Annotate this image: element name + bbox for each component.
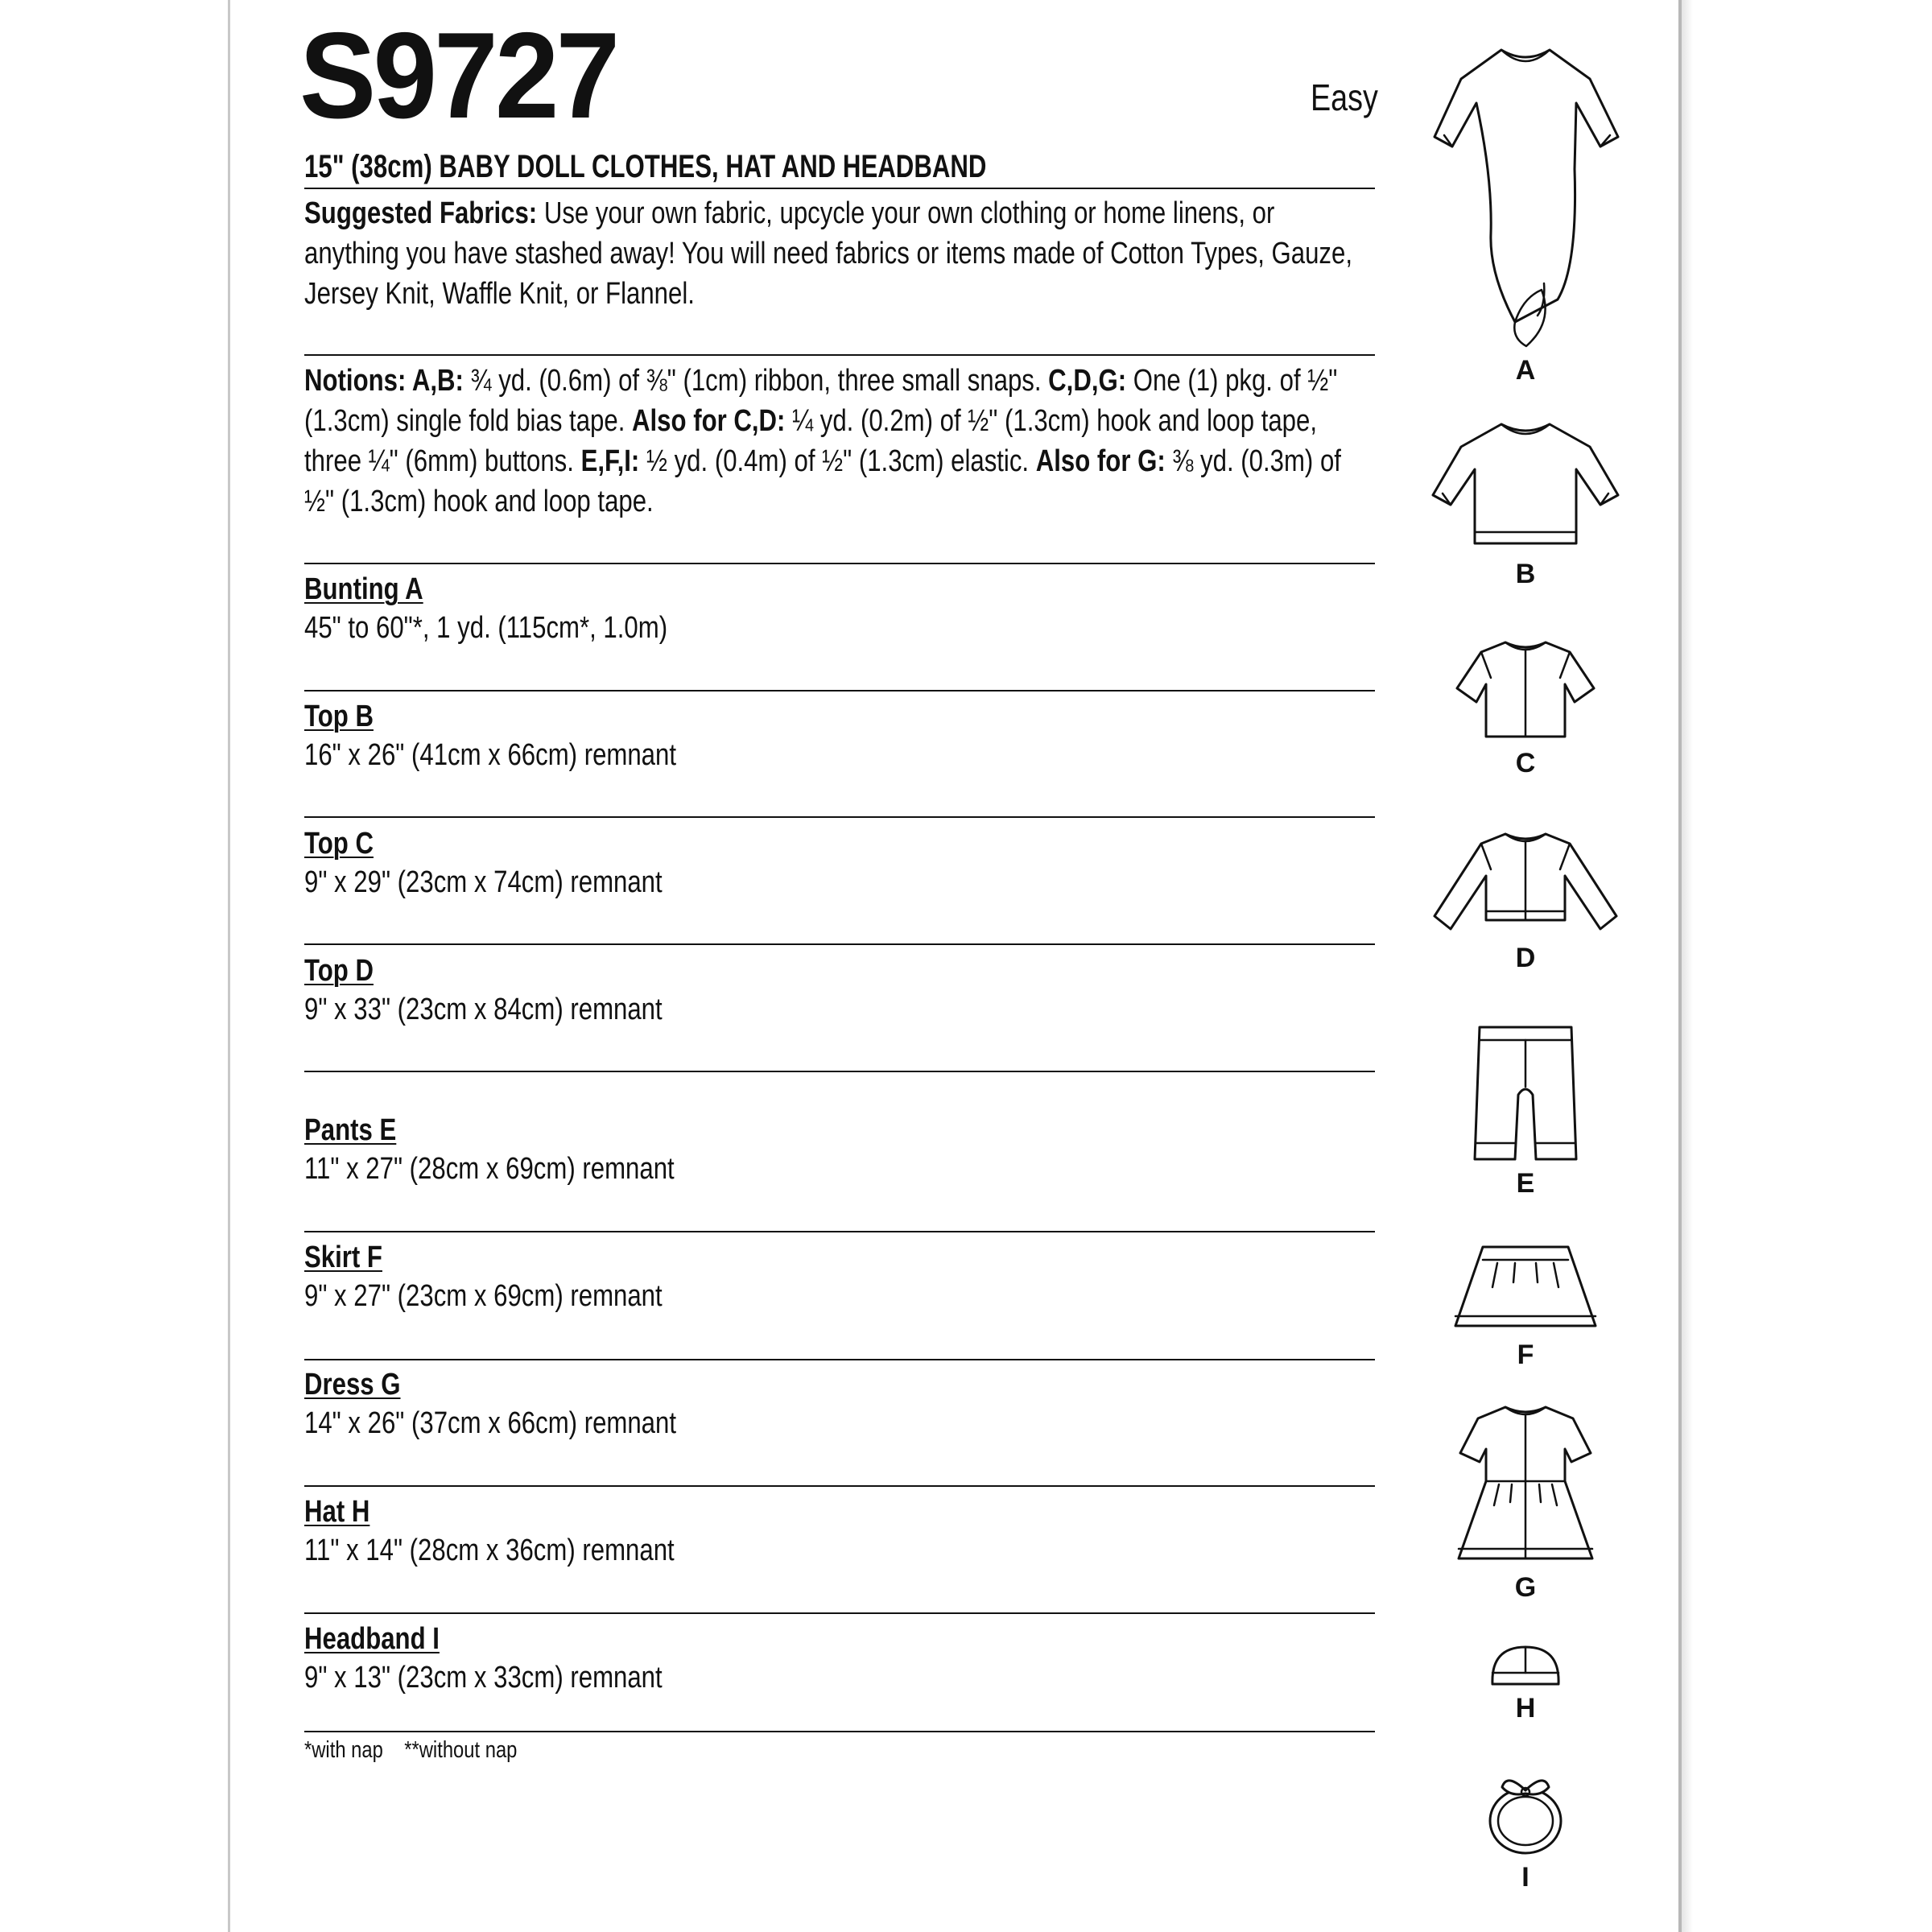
- headband-icon: [1425, 1771, 1626, 1860]
- view-title: Top D: [304, 954, 374, 988]
- dress-icon: [1425, 1401, 1626, 1570]
- hat-icon: [1425, 1642, 1626, 1689]
- sheet-left-edge: [228, 0, 230, 1932]
- yardage-top-c: [304, 824, 1375, 902]
- suggested-fabrics: [304, 193, 1375, 314]
- view-label: I: [1521, 1862, 1530, 1893]
- view-label: B: [1515, 559, 1536, 589]
- view-label: G: [1514, 1572, 1537, 1603]
- view-yardage: 45" to 60"*, 1 yd. (115cm*, 1.0m): [304, 611, 668, 645]
- view-yardage: 9" x 13" (23cm x 33cm) remnant: [304, 1661, 663, 1695]
- yardage-pants-e: [304, 1111, 1375, 1188]
- view-label: D: [1515, 943, 1536, 973]
- divider: [304, 354, 1375, 356]
- notions-text: ¾ yd. (0.6m) of ⅜" (1cm) ribbon, three small snaps.: [463, 364, 1049, 398]
- view-d: [1425, 828, 1626, 980]
- notions-label: C,D,G:: [1048, 364, 1127, 398]
- top-d-icon: [1425, 828, 1626, 940]
- view-b: [1425, 415, 1626, 592]
- yardage-headband-i: [304, 1620, 1375, 1697]
- divider: [304, 1359, 1375, 1360]
- notions-label: Also for G:: [1035, 444, 1166, 478]
- sheet-shadow: [1682, 0, 1693, 1932]
- divider: [304, 816, 1375, 818]
- notions-label: E,F,I:: [580, 444, 640, 478]
- notions-text: ⅜ yd. (0.3m) of ½" (1.3cm) hook and loop tape.: [304, 444, 1341, 518]
- yardage-top-b: [304, 697, 1375, 774]
- fabrics-paragraph: [304, 193, 1375, 314]
- yardage-skirt-f: [304, 1238, 1375, 1315]
- skirt-icon: [1425, 1236, 1626, 1336]
- divider: [304, 563, 1375, 564]
- notions-text: ½ yd. (0.4m) of ½" (1.3cm) elastic.: [639, 444, 1036, 478]
- notions-paragraph: [304, 361, 1375, 522]
- notions-label: Notions: A,B:: [304, 364, 464, 398]
- view-yardage: 9" x 33" (23cm x 84cm) remnant: [304, 993, 663, 1026]
- top-c-icon: [1425, 636, 1626, 741]
- view-title: Top C: [304, 827, 374, 861]
- view-h: [1425, 1642, 1626, 1731]
- divider: [304, 1485, 1375, 1487]
- yardage-top-d: [304, 952, 1375, 1029]
- view-label: C: [1515, 748, 1536, 778]
- yardage-dress-g: [304, 1365, 1375, 1443]
- view-e: [1425, 1022, 1626, 1208]
- view-yardage: 11" x 27" (28cm x 69cm) remnant: [304, 1152, 675, 1186]
- divider: [304, 1731, 1375, 1732]
- notions: [304, 361, 1375, 522]
- title-block: [304, 148, 1375, 185]
- divider: [304, 1231, 1375, 1232]
- notions-label: Also for C,D:: [632, 404, 786, 438]
- divider: [304, 943, 1375, 945]
- footnote: *with nap **without nap: [304, 1737, 518, 1763]
- divider: [304, 690, 1375, 691]
- difficulty-label: Easy: [1311, 76, 1378, 118]
- view-yardage: 16" x 26" (41cm x 66cm) remnant: [304, 738, 677, 772]
- view-label: A: [1515, 355, 1536, 386]
- view-a: [1425, 32, 1626, 394]
- view-label: E: [1516, 1168, 1535, 1199]
- view-yardage: 11" x 14" (28cm x 36cm) remnant: [304, 1534, 675, 1567]
- bunting-icon: [1425, 32, 1626, 354]
- view-yardage: 9" x 27" (23cm x 69cm) remnant: [304, 1279, 663, 1313]
- pants-icon: [1425, 1022, 1626, 1163]
- view-title: Headband I: [304, 1622, 440, 1656]
- pattern-title: 15" (38cm) BABY DOLL CLOTHES, HAT AND HEADBAND: [304, 149, 987, 184]
- fabrics-text: Use your own fabric, upcycle your own clothing or home linens, or anything you have stashed away! You will need fabrics or items made of Cotton Types, Gauze, Jersey Knit, Waffle Knit, or Flannel.: [304, 196, 1352, 311]
- view-title: Hat H: [304, 1495, 370, 1529]
- notions-text: One (1) pkg. of ½" (1.3cm) single fold bias tape.: [304, 364, 1338, 438]
- view-c: [1425, 636, 1626, 781]
- view-label: H: [1515, 1693, 1536, 1724]
- view-title: Dress G: [304, 1368, 401, 1402]
- view-title: Pants E: [304, 1113, 397, 1147]
- divider: [304, 1612, 1375, 1614]
- divider: [304, 188, 1375, 189]
- view-title: Top B: [304, 700, 374, 733]
- view-g: [1425, 1401, 1626, 1610]
- style-number: S9727: [299, 7, 617, 144]
- top-b-icon: [1425, 415, 1626, 551]
- view-yardage: 9" x 29" (23cm x 74cm) remnant: [304, 865, 663, 899]
- view-label: F: [1517, 1340, 1534, 1370]
- divider: [304, 1071, 1375, 1072]
- view-yardage: 14" x 26" (37cm x 66cm) remnant: [304, 1406, 677, 1440]
- view-f: [1425, 1236, 1626, 1381]
- yardage-bunting-a: [304, 570, 1375, 647]
- view-title: Bunting A: [304, 572, 423, 606]
- yardage-hat-h: [304, 1492, 1375, 1570]
- view-i: [1425, 1771, 1626, 1908]
- view-title: Skirt F: [304, 1241, 382, 1274]
- fabrics-label: Suggested Fabrics:: [304, 196, 538, 230]
- notions-text: ¼ yd. (0.2m) of ½" (1.3cm) hook and loop tape, three ¼" (6mm) buttons.: [304, 404, 1318, 478]
